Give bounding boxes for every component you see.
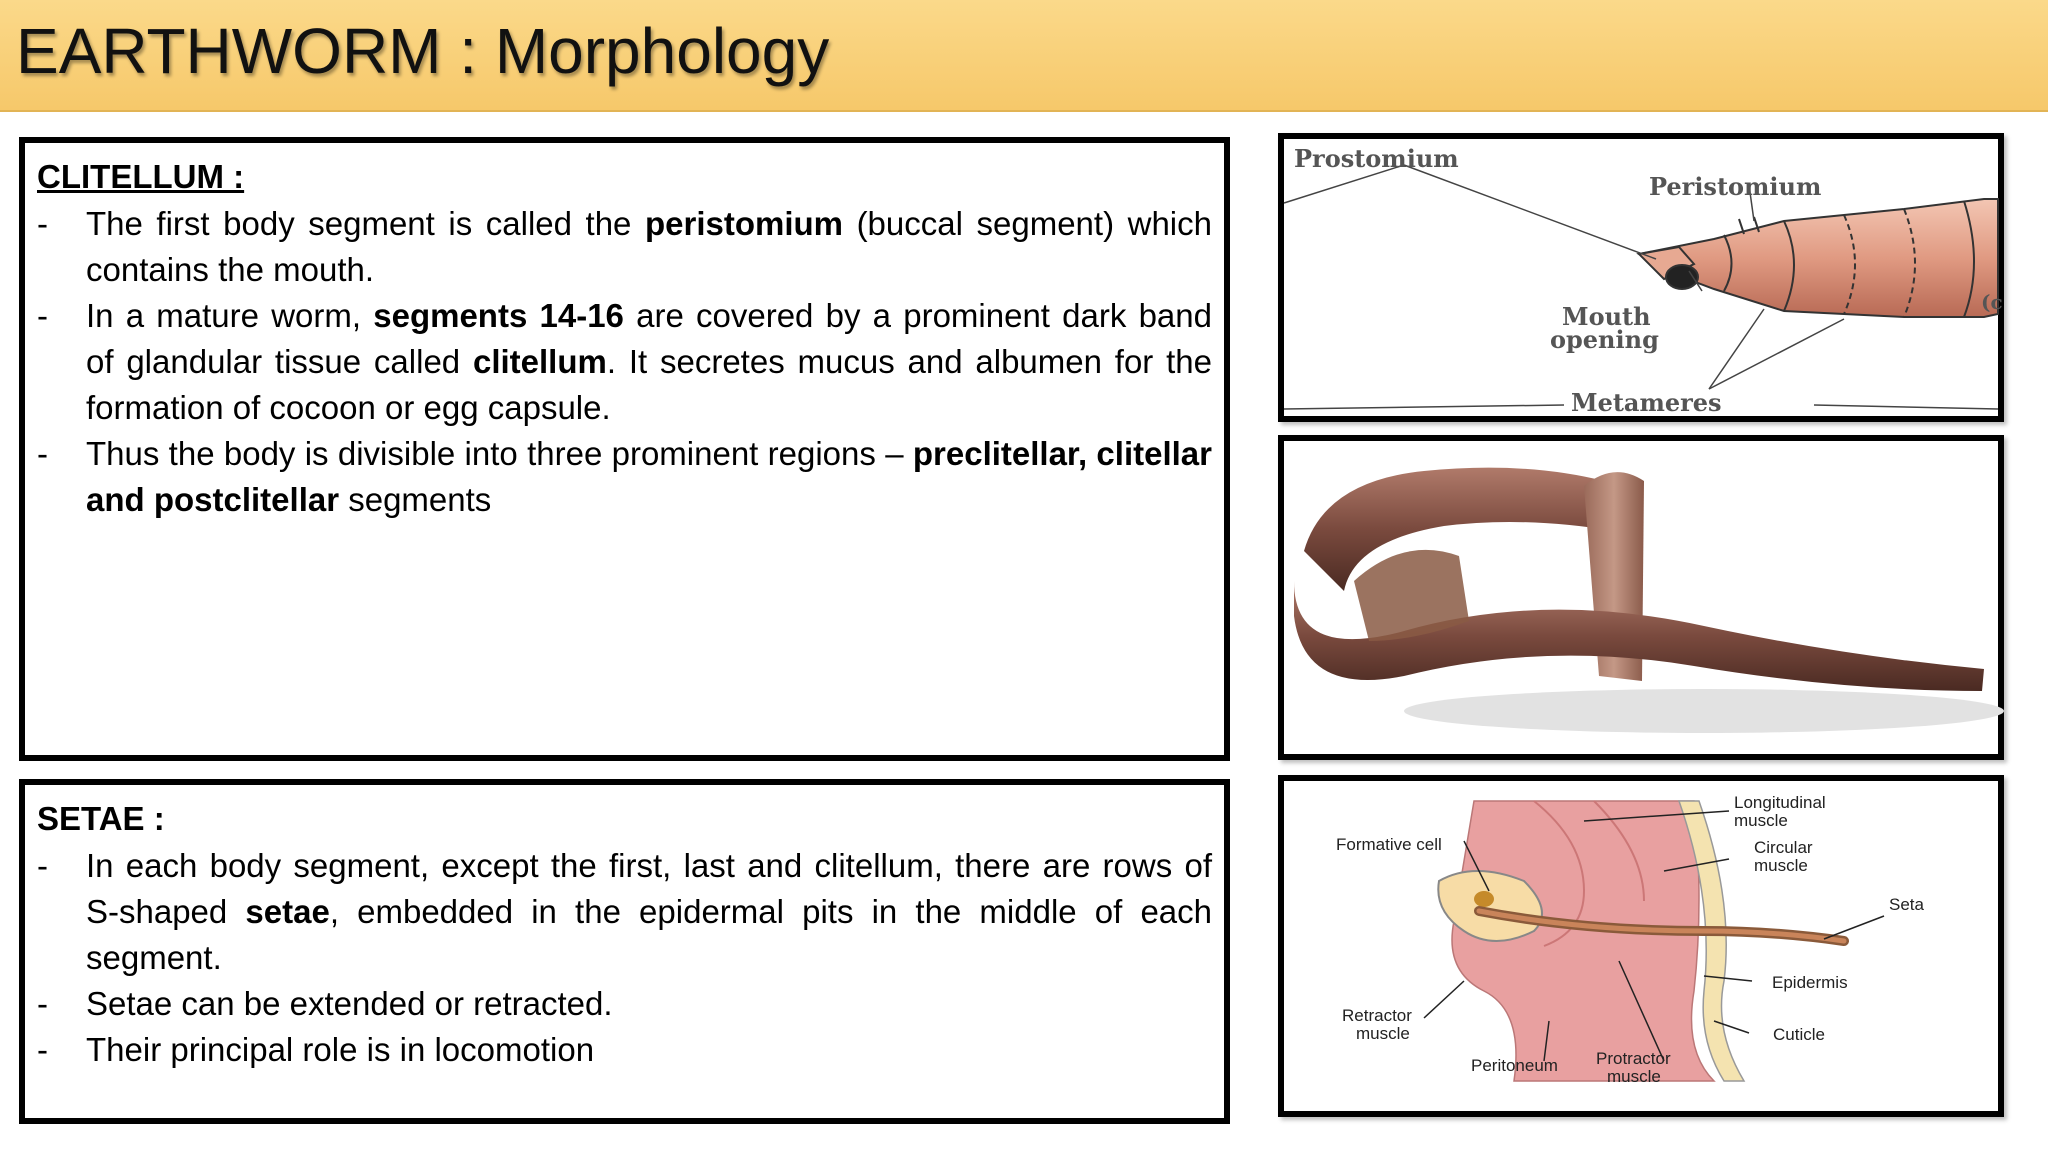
- anterior-end-svg: [1284, 139, 2003, 417]
- anterior-end-diagram: [1278, 133, 2004, 422]
- earthworm-photo: [1278, 435, 2004, 760]
- bold-term-setae: setae: [245, 893, 330, 930]
- bullet-dash: -: [37, 985, 48, 1022]
- bullet-dash: -: [37, 297, 48, 334]
- label-circular-2: muscle: [1754, 856, 1808, 875]
- bold-term-clitellum: clitellum: [472, 343, 607, 380]
- label-protractor-2: muscle: [1607, 1067, 1661, 1086]
- text-run: . It secretes mucus and albumen for the formation of cocoon or egg capsule.: [86, 343, 1212, 426]
- setae-bullet-2: [37, 981, 1212, 1027]
- bold-term-peristomium: peristomium: [644, 205, 844, 242]
- clitellum-bullet-3: [37, 431, 1212, 523]
- setae-bullet-3: [37, 1027, 1212, 1073]
- label-circular-1: Circular: [1754, 838, 1813, 857]
- label-prostomium: Prostomium: [1294, 144, 1459, 173]
- text-run: , embedded in the epidermal pits in the middle of each segment.: [86, 893, 1212, 976]
- label-longitudinal-2: muscle: [1734, 811, 1788, 830]
- label-cuticle: Cuticle: [1773, 1025, 1825, 1044]
- text-run: Thus the body is divisible into three prominent regions –: [86, 435, 913, 472]
- bold-term-segments: segments 14-16: [373, 297, 624, 334]
- title-bar: [0, 0, 2048, 112]
- text-run: In each body segment, except the first, last and clitellum, there are rows of S-shaped: [86, 847, 1212, 930]
- setae-heading: SETAE :: [37, 800, 165, 837]
- label-cut-off: (c: [1981, 290, 2003, 314]
- bullet-dash: -: [37, 1031, 48, 1068]
- text-run: are covered by a prominent dark band of glandular tissue called: [86, 297, 1212, 380]
- clitellum-heading: CLITELLUM :: [37, 158, 245, 195]
- label-formative-cell: Formative cell: [1336, 835, 1442, 854]
- bullet-dash: -: [37, 435, 48, 472]
- label-retractor-2: muscle: [1356, 1024, 1410, 1043]
- label-peristomium: Peristomium: [1649, 172, 1822, 201]
- clitellum-bullet-2: [37, 293, 1212, 431]
- label-mouth: Mouth: [1562, 302, 1651, 331]
- text-run: Setae can be extended or retracted.: [86, 985, 613, 1022]
- label-epidermis: Epidermis: [1772, 973, 1848, 992]
- label-protractor-1: Protractor: [1596, 1049, 1671, 1068]
- clitellum-textbox: [19, 137, 1230, 761]
- bullet-dash: -: [37, 205, 48, 242]
- setae-bullet-1: [37, 843, 1212, 981]
- label-retractor-1: Retractor: [1342, 1006, 1412, 1025]
- label-longitudinal-1: Longitudinal: [1734, 793, 1826, 812]
- bullet-dash: -: [37, 847, 48, 884]
- text-run: (buccal segment) which contains the mouth.: [86, 205, 1212, 288]
- setae-diagram: [1278, 775, 2004, 1117]
- text-run: segments: [339, 481, 492, 518]
- label-opening: opening: [1550, 325, 1659, 354]
- bold-term-regions: preclitellar, clitellar and postclitellar: [86, 435, 1212, 518]
- label-seta: Seta: [1889, 895, 1924, 914]
- worm-shadow: [1404, 689, 2004, 733]
- earthworm-photo-svg: [1284, 441, 1998, 754]
- label-peritoneum: Peritoneum: [1471, 1056, 1558, 1075]
- slide-title: EARTHWORM : Morphology: [16, 15, 830, 87]
- label-metameres: Metameres: [1571, 388, 1722, 417]
- setae-textbox: [19, 779, 1230, 1124]
- text-run: The first body segment is called the: [86, 205, 645, 242]
- text-run: In a mature worm,: [86, 297, 374, 334]
- worm-anterior-illustration: [1639, 199, 1998, 317]
- text-run: Their principal role is in locomotion: [86, 1031, 595, 1068]
- setae-diagram-svg: [1284, 781, 1998, 1111]
- clitellum-bullet-1: [37, 201, 1212, 293]
